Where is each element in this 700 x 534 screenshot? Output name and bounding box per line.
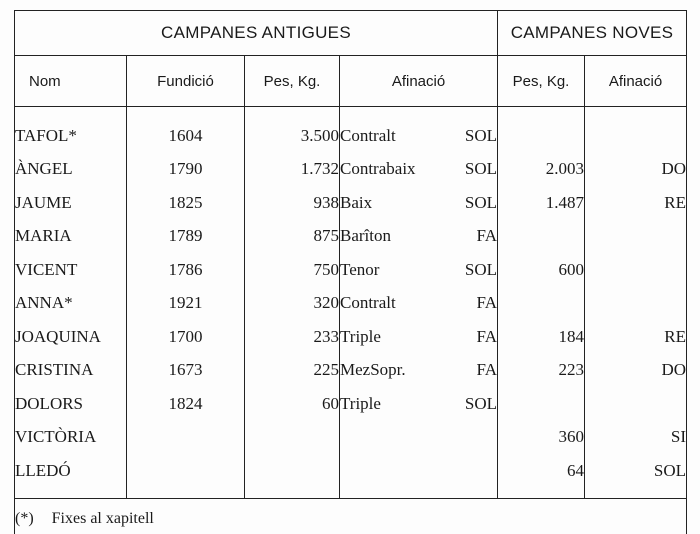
cell-registre: Contrabaix — [340, 159, 416, 179]
table-row — [15, 186, 687, 220]
cell-afinacio — [340, 454, 498, 498]
cell-afinacio — [340, 220, 498, 254]
cell-registre: Contralt — [340, 125, 396, 145]
table-row — [15, 454, 687, 498]
cell-pes: 750 — [245, 253, 340, 287]
table-row — [15, 220, 687, 254]
group-header-new: CAMPANES NOVES — [498, 11, 687, 56]
cell-fundicio: 1673 — [127, 354, 245, 388]
cell-registre: Baix — [340, 192, 373, 212]
cell-pes-nou — [498, 107, 585, 153]
cell-nota: FA — [476, 360, 497, 380]
cell-nota: FA — [476, 293, 497, 313]
cell-nom: JAUME — [15, 186, 127, 220]
cell-nota: SOL — [464, 159, 497, 179]
header-afinacio-new: Afinació — [585, 56, 687, 107]
cell-pes: 938 — [245, 186, 340, 220]
cell-pes: 233 — [245, 320, 340, 354]
cell-pes: 3.500 — [245, 107, 340, 153]
cell-pes-nou — [498, 220, 585, 254]
cell-registre: MezSopr. — [340, 360, 406, 380]
cell-registre: Triple — [340, 326, 381, 346]
cell-fundicio: 1786 — [127, 253, 245, 287]
table-row — [15, 387, 687, 421]
table-body — [15, 107, 687, 499]
table-row — [15, 287, 687, 321]
cell-afinacio — [340, 107, 498, 153]
cell-nota-nova — [585, 220, 687, 254]
cell-nom: TAFOL* — [15, 107, 127, 153]
cell-nom: CRISTINA — [15, 354, 127, 388]
cell-pes — [245, 454, 340, 498]
cell-nota-nova: SOL — [585, 454, 687, 498]
cell-registre: Tenor — [340, 259, 380, 279]
cell-nota: SOL — [464, 125, 497, 145]
cell-pes: 875 — [245, 220, 340, 254]
cell-nom: ÀNGEL — [15, 153, 127, 187]
group-header-old: CAMPANES ANTIGUES — [15, 11, 498, 56]
cell-fundicio: 1825 — [127, 186, 245, 220]
cell-fundicio: 1824 — [127, 387, 245, 421]
bells-table — [14, 10, 687, 534]
cell-nota-nova: RE — [585, 186, 687, 220]
cell-nota-nova — [585, 387, 687, 421]
cell-nota-nova — [585, 287, 687, 321]
cell-fundicio: 1790 — [127, 153, 245, 187]
cell-nota-nova — [585, 253, 687, 287]
header-pes-old: Pes, Kg. — [245, 56, 340, 107]
cell-fundicio: 1604 — [127, 107, 245, 153]
cell-nota-nova — [585, 107, 687, 153]
cell-afinacio — [340, 287, 498, 321]
cell-nota-nova: DO — [585, 153, 687, 187]
cell-pes: 320 — [245, 287, 340, 321]
cell-registre: Contralt — [340, 293, 396, 313]
group-header-row — [15, 11, 687, 56]
header-afinacio-old: Afinació — [340, 56, 498, 107]
cell-pes-nou: 64 — [498, 454, 585, 498]
cell-nom: VICENT — [15, 253, 127, 287]
cell-afinacio — [340, 421, 498, 455]
cell-nota-nova: DO — [585, 354, 687, 388]
cell-pes-nou — [498, 287, 585, 321]
cell-fundicio: 1921 — [127, 287, 245, 321]
cell-nom: LLEDÓ — [15, 454, 127, 498]
column-header-row — [15, 56, 687, 107]
table-row — [15, 107, 687, 153]
cell-pes: 1.732 — [245, 153, 340, 187]
cell-fundicio: 1700 — [127, 320, 245, 354]
cell-registre: Barîton — [340, 226, 391, 246]
cell-registre: Triple — [340, 393, 381, 413]
footnote-text: Fixes al xapitell — [51, 509, 154, 527]
cell-nota: FA — [476, 326, 497, 346]
table-row — [15, 153, 687, 187]
cell-afinacio — [340, 354, 498, 388]
footnote-row — [15, 498, 687, 534]
cell-nota: SOL — [464, 259, 497, 279]
cell-pes-nou: 600 — [498, 253, 585, 287]
cell-nom: VICTÒRIA — [15, 421, 127, 455]
cell-afinacio — [340, 253, 498, 287]
cell-pes: 225 — [245, 354, 340, 388]
cell-afinacio — [340, 387, 498, 421]
cell-pes — [245, 421, 340, 455]
cell-nota: SOL — [464, 393, 497, 413]
cell-afinacio — [340, 186, 498, 220]
cell-nota: SOL — [464, 192, 497, 212]
footnote — [15, 498, 687, 534]
cell-pes-nou: 1.487 — [498, 186, 585, 220]
cell-nota-nova: RE — [585, 320, 687, 354]
cell-nom: MARIA — [15, 220, 127, 254]
table-row — [15, 253, 687, 287]
table-row — [15, 354, 687, 388]
cell-fundicio — [127, 421, 245, 455]
header-pes-new: Pes, Kg. — [498, 56, 585, 107]
cell-nota-nova: SI — [585, 421, 687, 455]
cell-nota: FA — [476, 226, 497, 246]
table-row — [15, 421, 687, 455]
cell-pes-nou — [498, 387, 585, 421]
cell-afinacio — [340, 320, 498, 354]
cell-nom: JOAQUINA — [15, 320, 127, 354]
cell-pes-nou: 360 — [498, 421, 585, 455]
table-row — [15, 320, 687, 354]
cell-pes-nou: 223 — [498, 354, 585, 388]
cell-pes-nou: 2.003 — [498, 153, 585, 187]
cell-pes: 60 — [245, 387, 340, 421]
cell-fundicio: 1789 — [127, 220, 245, 254]
cell-afinacio — [340, 153, 498, 187]
cell-pes-nou: 184 — [498, 320, 585, 354]
cell-nom: DOLORS — [15, 387, 127, 421]
header-fundicio: Fundició — [127, 56, 245, 107]
footnote-mark: (*) — [15, 509, 34, 527]
cell-fundicio — [127, 454, 245, 498]
cell-nom: ANNA* — [15, 287, 127, 321]
header-nom: Nom — [15, 56, 127, 107]
